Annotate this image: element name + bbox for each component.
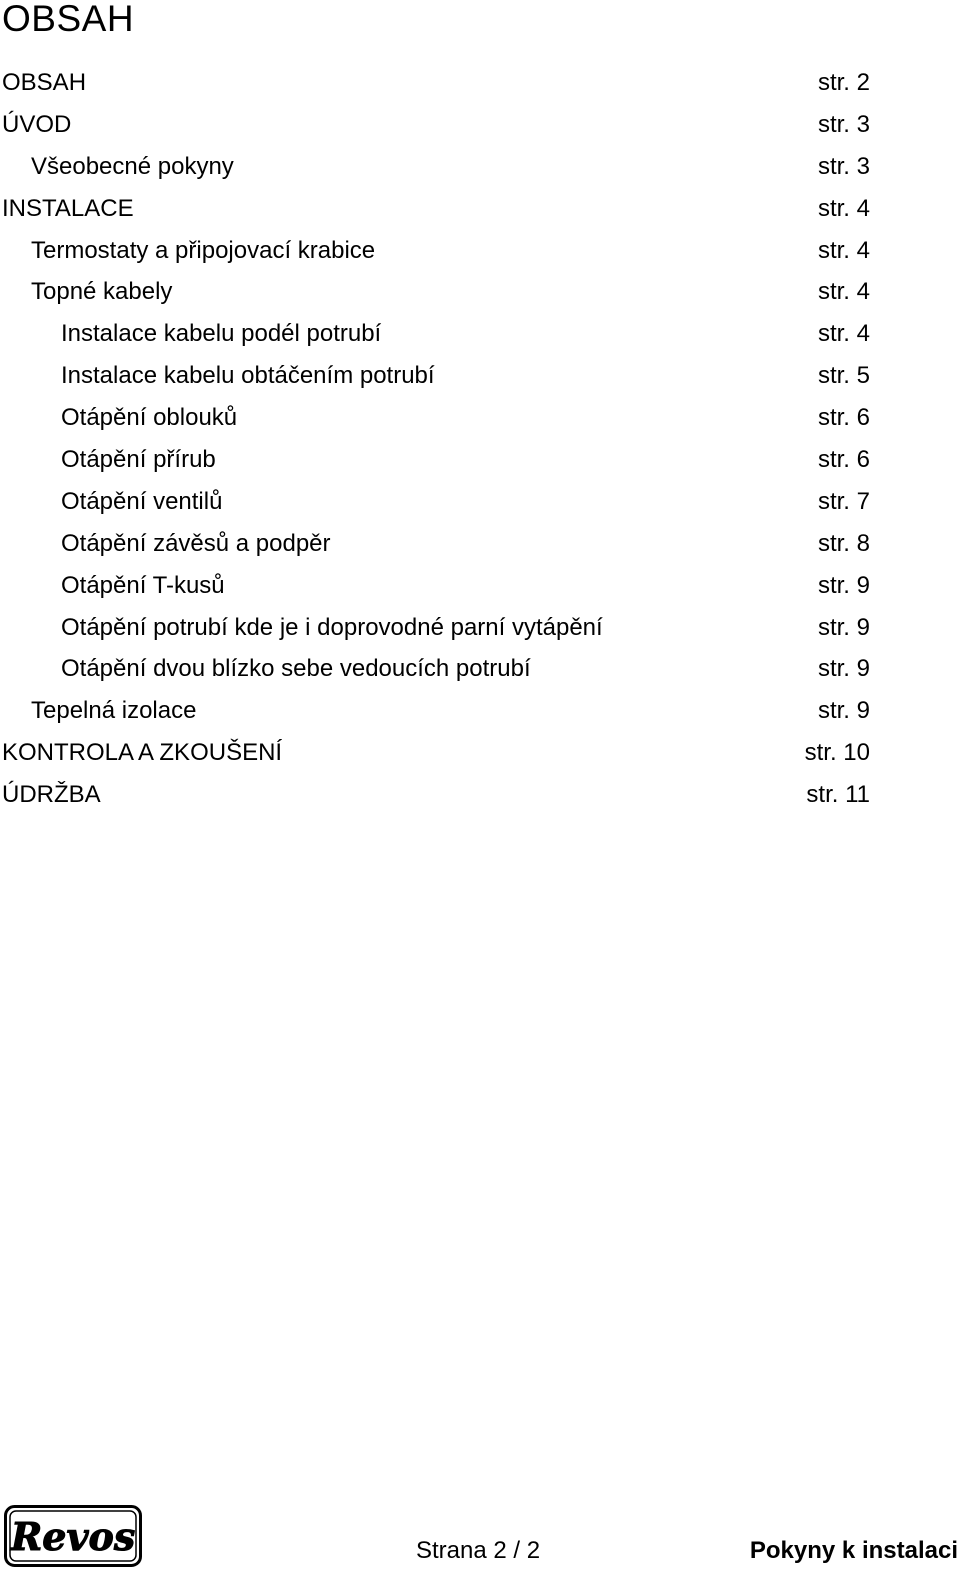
toc-entry[interactable]	[2, 732, 870, 774]
toc-entry-title: KONTROLA A ZKOUŠENÍ	[2, 739, 283, 767]
toc-entry-page: str. 4	[817, 278, 870, 306]
toc-entry-title: ÚVOD	[2, 110, 72, 138]
toc-entry-title: Otápění závěsů a podpěr	[61, 529, 331, 557]
toc-entry-title: Tepelná izolace	[31, 697, 197, 725]
toc-entry[interactable]	[2, 565, 870, 607]
toc-entry-title: Instalace kabelu obtáčením potrubí	[61, 362, 435, 390]
toc-entry-title: ÚDRŽBA	[2, 781, 101, 809]
toc-entry-page: str. 11	[806, 781, 870, 809]
toc-entry-page: str. 9	[817, 655, 870, 683]
toc-entry-page: str. 9	[817, 697, 870, 725]
toc-entry-title: Otápění oblouků	[61, 404, 238, 432]
document-title: Pokyny k instalaci	[749, 1537, 958, 1564]
toc-entry[interactable]	[2, 146, 870, 188]
toc-entry[interactable]	[2, 230, 870, 272]
toc-entry-title: Všeobecné pokyny	[31, 152, 234, 180]
toc-entry-title: Otápění T-kusů	[61, 571, 225, 599]
toc-entry-title: Termostaty a připojovací krabice	[31, 236, 376, 264]
toc-entry[interactable]	[2, 313, 870, 355]
toc-entry-title: Otápění přírub	[61, 446, 216, 474]
toc-entry[interactable]	[2, 523, 870, 565]
toc-entry[interactable]	[2, 104, 870, 146]
toc-entry[interactable]	[2, 397, 870, 439]
toc-entry-title: Otápění potrubí kde je i doprovodné parní vytápění	[61, 613, 603, 641]
page-number: Strana 2 / 2	[416, 1537, 541, 1564]
toc-entry[interactable]	[2, 271, 870, 313]
toc-entry-page: str. 10	[804, 739, 870, 767]
toc-entry[interactable]	[2, 774, 870, 816]
toc-entry-page: str. 4	[817, 320, 870, 348]
revos-logo	[4, 1505, 142, 1567]
toc-entry-page: str. 2	[817, 69, 870, 96]
toc-entry-title: Topné kabely	[31, 278, 173, 306]
toc-entry-title: Otápění ventilů	[61, 487, 223, 515]
toc-entry-page: str. 4	[817, 236, 870, 264]
toc-entry-page: str. 9	[817, 613, 870, 641]
toc-entry[interactable]	[2, 690, 870, 732]
toc-entry[interactable]	[2, 481, 870, 523]
toc-entry-page: str. 8	[817, 529, 870, 557]
toc-entry-page: str. 3	[817, 152, 870, 180]
toc-entry-title: OBSAH	[2, 69, 87, 96]
page-footer	[0, 1500, 960, 1571]
table-of-contents	[2, 62, 870, 816]
toc-entry-title: Otápění dvou blízko sebe vedoucích potrubí	[61, 655, 531, 683]
svg-text:Revos: Revos	[10, 1514, 136, 1559]
toc-entry-page: str. 5	[817, 362, 870, 390]
toc-entry-title: INSTALACE	[2, 194, 134, 222]
toc-entry-page: str. 6	[817, 446, 870, 474]
toc-entry-page: str. 3	[817, 110, 870, 138]
toc-entry[interactable]	[2, 648, 870, 690]
page-title: OBSAH	[2, 0, 135, 39]
toc-entry[interactable]	[2, 607, 870, 649]
toc-entry[interactable]	[2, 439, 870, 481]
toc-entry-page: str. 7	[817, 487, 870, 515]
toc-entry[interactable]	[2, 188, 870, 230]
toc-entry[interactable]	[2, 62, 870, 104]
toc-entry-page: str. 4	[817, 194, 870, 222]
toc-entry-page: str. 6	[817, 404, 870, 432]
toc-entry-title: Instalace kabelu podél potrubí	[61, 320, 382, 348]
toc-entry-page: str. 9	[817, 571, 870, 599]
toc-entry[interactable]	[2, 355, 870, 397]
